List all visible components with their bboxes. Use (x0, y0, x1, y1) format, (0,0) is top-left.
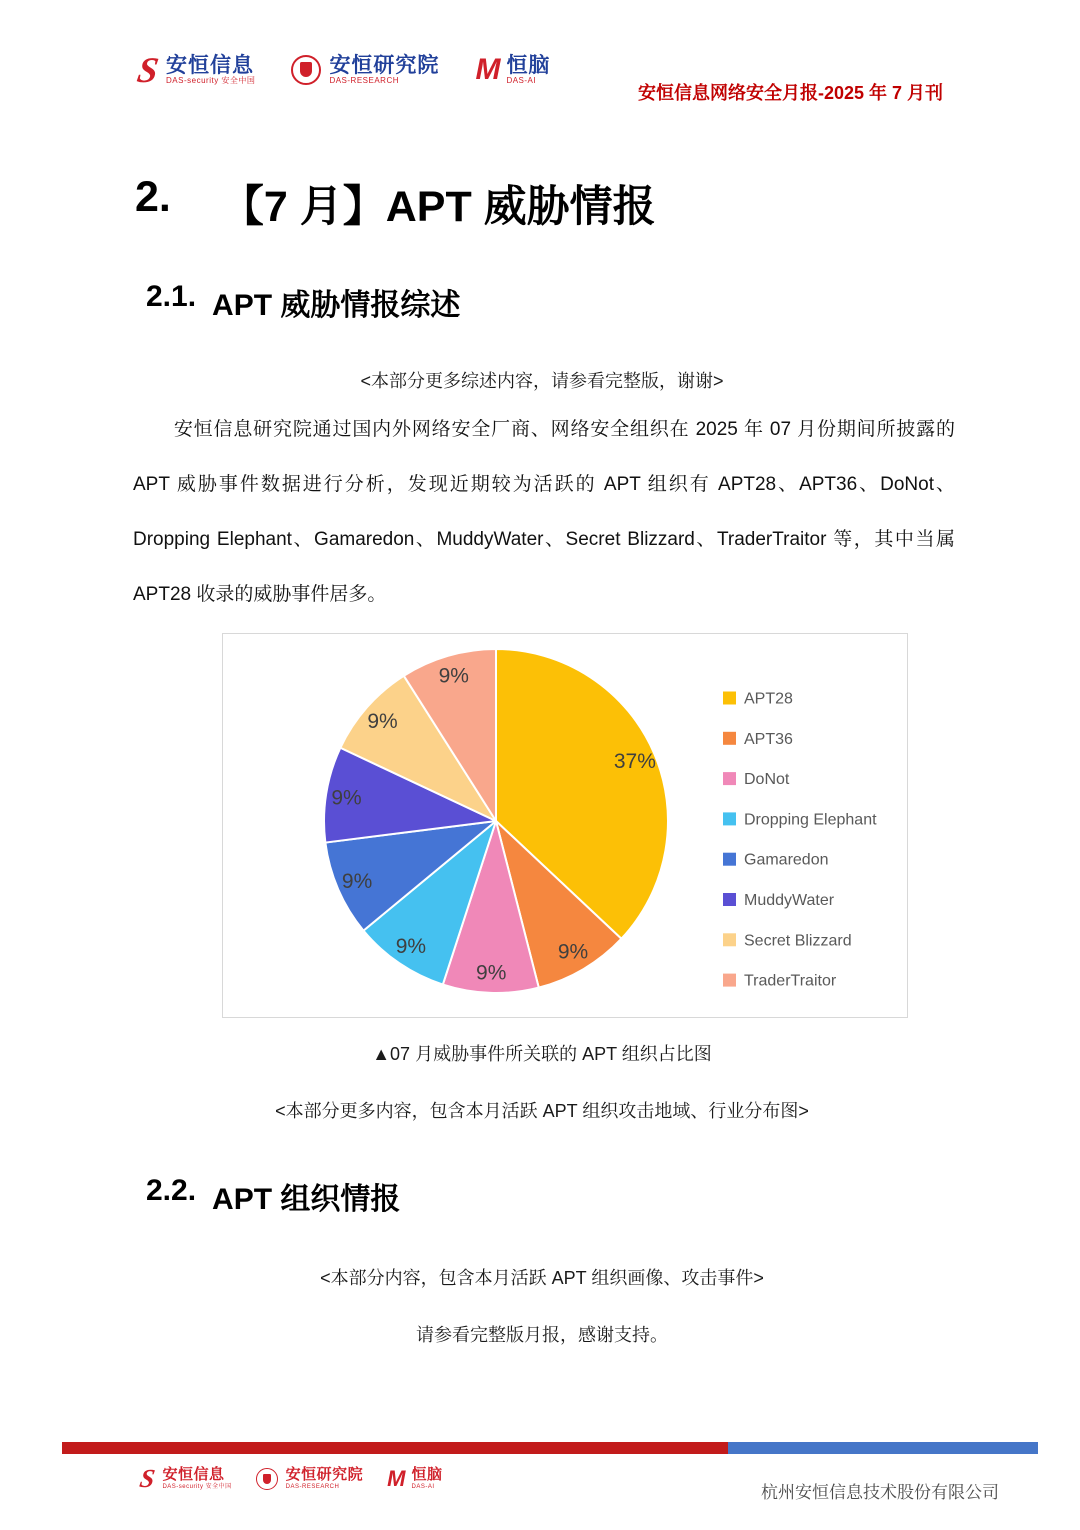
das-ai-logo-subtitle: DAS-AI (411, 1483, 435, 1490)
das-research-logo-subtitle: DAS-RESEARCH (329, 76, 400, 86)
summary-paragraph: 安恒信息研究院通过国内外网络安全厂商、网络安全组织在 2025 年 07 月份期间所披露的 APT 威胁事件数据进行分析，发现近期较为活跃的 APT 组织有 APT28、APT36、DoNot、Dropping Elephant、Gamaredon、MuddyWater、Secret Blizzard、TraderTraitor 等，其中当属 APT28 收录的威胁事件居多。 (133, 419, 955, 605)
subsection-title: APT 威胁情报综述 (212, 289, 461, 322)
header-logo-row (134, 50, 551, 90)
das-research-logo-name: 安恒研究院 (285, 1466, 364, 1484)
das-ai-logo-icon: M (387, 1466, 404, 1491)
legend-swatch (723, 772, 736, 785)
pie-slice-label: 9% (395, 935, 427, 959)
das-ai-logo-icon: M (475, 52, 499, 86)
legend-swatch (723, 893, 736, 906)
placeholder-note: <本部分内容，包含本月活跃 APT 组织画像、攻击事件> (320, 1268, 764, 1288)
das-ai-logo-subtitle: DAS-AI (506, 76, 537, 86)
das-research-logo-name: 安恒研究院 (329, 54, 440, 78)
section-title: 【7 月】APT 威胁情报 (220, 183, 656, 231)
footer-bar-blue (728, 1442, 1038, 1454)
das-research-logo (291, 54, 439, 86)
legend-swatch (723, 732, 736, 745)
placeholder-note: 请参看完整版月报，感谢支持。 (416, 1325, 668, 1345)
das-security-logo-subtitle: DAS-security 安全中国 (162, 1483, 232, 1490)
legend-swatch (723, 692, 736, 705)
footer-logo-row (137, 1464, 443, 1493)
pie-slice-label: 9% (476, 961, 507, 985)
issue-title: 安恒信息网络安全月报-2025 年 7 月刊 (638, 83, 944, 103)
pie-slice-label: 9% (438, 664, 469, 688)
das-security-logo-name: 安恒信息 (162, 1466, 225, 1484)
das-security-logo (134, 50, 256, 90)
section-heading (135, 173, 656, 234)
apt-pie-chart-card (222, 633, 908, 1018)
das-research-atom-icon (291, 55, 321, 85)
legend-swatch (723, 853, 736, 866)
legend-label: APT36 (744, 730, 793, 748)
das-research-logo-subtitle: DAS-RESEARCH (285, 1483, 340, 1490)
legend-label: MuddyWater (744, 892, 835, 909)
das-security-logo-name: 安恒信息 (166, 54, 255, 78)
legend-label: Dropping Elephant (744, 811, 877, 829)
pie-slice-label: 9% (367, 709, 398, 733)
das-research-logo (256, 1467, 364, 1490)
das-ai-logo-name: 恒脑 (411, 1466, 443, 1484)
das-ai-logo (475, 54, 550, 86)
das-security-logo-icon: S (134, 50, 162, 90)
subsection-number: 2.1. (146, 280, 197, 313)
figure-caption: ▲07 月威胁事件所关联的 APT 组织占比图 (372, 1044, 712, 1064)
pie-slice-label: 9% (557, 940, 589, 964)
subsection-title: APT 组织情报 (212, 1183, 401, 1216)
legend-label: Secret Blizzard (744, 932, 852, 950)
legend-label: Gamaredon (744, 851, 829, 869)
legend-swatch (723, 974, 736, 987)
das-security-logo-icon: S (137, 1464, 158, 1493)
das-security-logo-subtitle: DAS-security 安全中国 (166, 76, 256, 86)
das-research-atom-icon (256, 1468, 278, 1490)
section-number: 2. (135, 173, 171, 221)
apt-pie-chart (223, 634, 909, 1019)
pie-slice-label: 9% (331, 786, 362, 810)
legend-label: TraderTraitor (744, 972, 837, 990)
footer-bar-red (62, 1442, 728, 1454)
das-ai-logo (387, 1467, 442, 1490)
subsection-number: 2.2. (146, 1174, 197, 1207)
das-security-logo (137, 1464, 232, 1493)
shield-icon (263, 1474, 271, 1484)
placeholder-note: <本部分更多内容，包含本月活跃 APT 组织攻击地域、行业分布图> (275, 1101, 809, 1121)
legend-swatch (723, 933, 736, 946)
legend-label: APT28 (744, 690, 793, 708)
subsection-heading-2-2 (146, 1174, 400, 1218)
company-name: 杭州安恒信息技术股份有限公司 (761, 1483, 999, 1502)
pie-slice-label: 37% (613, 749, 656, 773)
placeholder-note: <本部分更多综述内容，请参看完整版，谢谢> (360, 371, 724, 391)
shield-icon (300, 62, 312, 77)
das-ai-logo-name: 恒脑 (506, 54, 551, 78)
subsection-heading-2-1 (146, 280, 460, 324)
legend-swatch (723, 812, 736, 825)
pie-slice-label: 9% (341, 870, 373, 894)
legend-label: DoNot (744, 771, 790, 789)
